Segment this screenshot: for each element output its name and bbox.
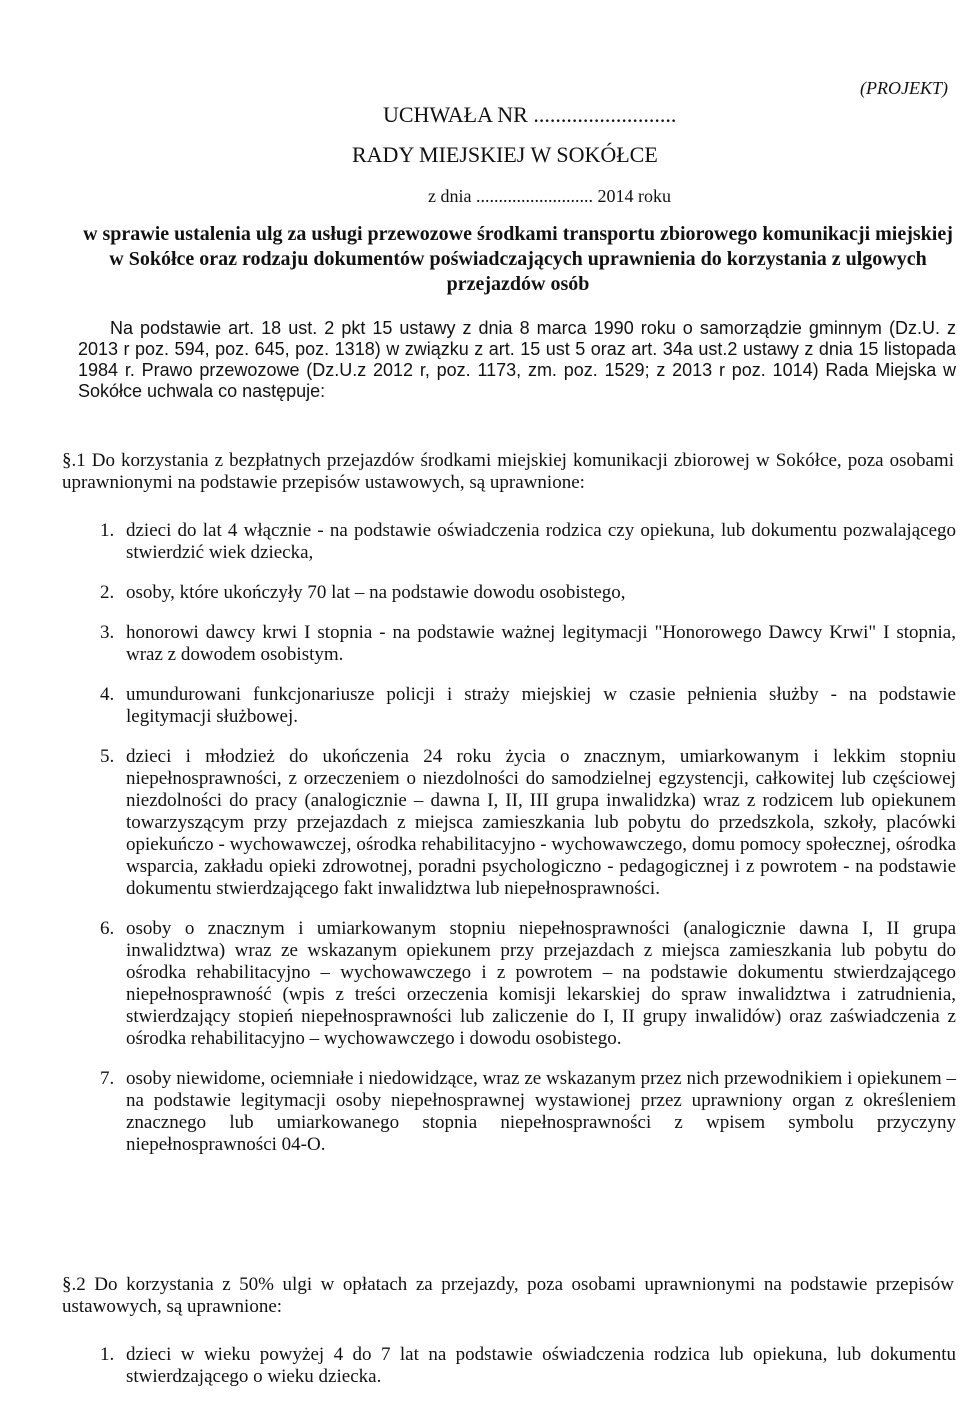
list-item-number: 4. (100, 684, 115, 705)
list-item-number: 6. (100, 918, 115, 939)
section-2-list (100, 1344, 956, 1406)
list-item-number: 1. (100, 520, 115, 541)
list-item (100, 622, 956, 666)
list-item-text: dzieci i młodzież do ukończenia 24 roku życia o znacznym, umiarkowanym i lekkim stopniu niepełnosprawności, z orzeczeniem o niezdolności do samodzielnej egzystencji, całkowitej lub częściowej niezdolności do pracy (analogicznie – dawna I, II, III grupa inwalidzka) wraz z rodzicem lub opiekunem towarzyszącym przy przejazdach z miejsca zamieszkania lub pobytu do przedszkola, szkoły, placówki opiekuńczo - wychowawczej, ośrodka rehabilitacyjno - wychowawczego, domu pomocy społecznej, ośrodka wsparcia, zakładu opieki zdrowotnej, poradni psychologiczno - pedagogicznej i z powrotem - na podstawie dokumentu stwierdzającego fakt inwalidztwa lub niepełnosprawności. (126, 746, 956, 899)
list-item (100, 746, 956, 900)
list-item-text: dzieci w wieku powyżej 4 do 7 lat na podstawie oświadczenia rodzica lub opiekuna, lub dokumentu stwierdzającego o wieku dziecka. (126, 1344, 956, 1387)
list-item (100, 582, 956, 604)
legal-basis-preamble: Na podstawie art. 18 ust. 2 pkt 15 ustawy z dnia 8 marca 1990 roku o samorządzie gminnym (Dz.U. z 2013 r poz. 594, poz. 645, poz. 1318) w związku z art. 15 ust 5 oraz art. 34a ust.2 ustawy z dnia 15 listopada 1984 r. Prawo przewozowe (Dz.U.z 2012 r, poz. 1173, zm. poz. 1529; z 2013 r poz. 1014) Rada Miejska w Sokółce uchwala co następuje: (78, 318, 956, 401)
resolution-date: z dnia .......................... 2014 roku (428, 186, 671, 206)
list-item-number: 2. (100, 582, 115, 603)
list-item-text: osoby niewidome, ociemniałe i niedowidzące, wraz ze wskazanym przez nich przewodnikiem i opiekunem – na podstawie legitymacji osoby niepełnosprawnej wystawionej przez uprawniony organ z określeniem znacznego lub umiarkowanego stopnia niepełnosprawności z wpisem symbolu przyczyny niepełnosprawności 04-O. (126, 1068, 956, 1155)
list-item (100, 1068, 956, 1156)
list-item (100, 1344, 956, 1388)
section-2-intro: §.2 Do korzystania z 50% ulgi w opłatach za przejazdy, poza osobami uprawnionymi na podstawie przepisów ustawowych, są uprawnione: (62, 1274, 954, 1317)
resolution-subject: w sprawie ustalenia ulg za usługi przewozowe środkami transportu zbiorowego komunikacji miejskiej w Sokółce oraz rodzaju dokumentów poświadczających uprawnienia do korzystania z ulgowych przejazdów osób (83, 223, 953, 295)
list-item-number: 5. (100, 746, 115, 767)
council-name: RADY MIEJSKIEJ W SOKÓŁCE (352, 142, 658, 167)
list-item (100, 684, 956, 728)
resolution-number: UCHWAŁA NR .......................... (383, 102, 677, 127)
list-item-number: 3. (100, 622, 115, 643)
list-item-text: honorowi dawcy krwi I stopnia - na podstawie ważnej legitymacji "Honorowego Dawcy Krwi" I stopnia, wraz z dowodem osobistym. (126, 622, 956, 665)
section-1-intro: §.1 Do korzystania z bezpłatnych przejazdów środkami miejskiej komunikacji zbiorowej w Sokółce, poza osobami uprawnionymi na podstawie przepisów ustawowych, są uprawnione: (62, 450, 954, 493)
list-item (100, 520, 956, 564)
list-item-number: 7. (100, 1068, 115, 1089)
section-1-list (100, 520, 956, 1174)
list-item-number: 1. (100, 1344, 115, 1365)
list-item-text: umundurowani funkcjonariusze policji i straży miejskiej w czasie pełnienia służby - na podstawie legitymacji służbowej. (126, 684, 956, 727)
list-item-text: osoby, które ukończyły 70 lat – na podstawie dowodu osobistego, (126, 582, 626, 603)
list-item-text: dzieci do lat 4 włącznie - na podstawie oświadczenia rodzica czy opiekuna, lub dokumentu pozwalającego stwierdzić wiek dziecka, (126, 520, 956, 563)
project-tag: (PROJEKT) (860, 78, 948, 98)
list-item-text: osoby o znacznym i umiarkowanym stopniu niepełnosprawności (analogicznie dawna I, II grupa inwalidztwa) wraz ze wskazanym opiekunem przy przejazdach z miejsca zamieszkania lub pobytu do ośrodka rehabilitacyjno – wychowawczego i z powrotem – na podstawie dokumentu stwierdzającego niepełnosprawność (wpis z treści orzeczenia komisji lekarskiej do spraw inwalidztwa i zatrudnienia, stwierdzający stopień niepełnosprawności lub zaliczenie do I, II grupy inwalidów) oraz zaświadczenia z ośrodka rehabilitacyjno – wychowawczego i dowodu osobistego. (126, 918, 956, 1049)
list-item (100, 918, 956, 1050)
